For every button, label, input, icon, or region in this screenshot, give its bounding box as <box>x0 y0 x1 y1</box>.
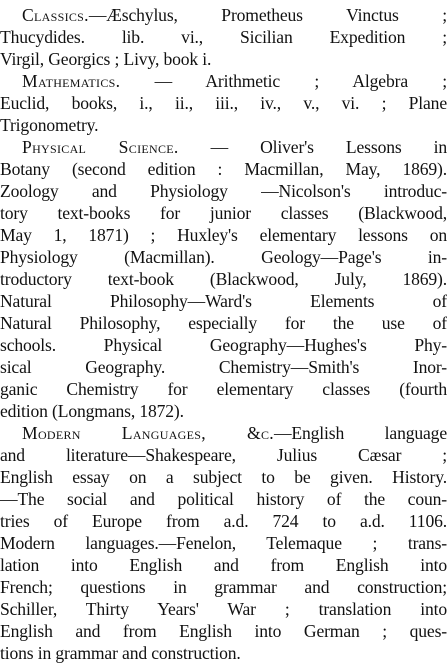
modern-languages-line-7: lation into English and from English into <box>0 555 447 575</box>
physical-science-line-5: May 1, 1871) ; Huxley's elementary lessons on <box>0 225 447 245</box>
modern-languages-heading: Modern Languages, &c. <box>22 423 274 443</box>
classics-line-3: Virgil, Georgics ; Livy, book i. <box>0 49 212 69</box>
mathematics-line-3: Trigonometry. <box>0 115 99 135</box>
modern-languages-line-4: —The social and political history of the coun- <box>0 489 447 509</box>
mathematics-line-1: Mathematics. — Arithmetic ; Algebra ; <box>22 71 447 91</box>
modern-languages-line-6: Modern languages.—Fenelon, Telemaque ; trans- <box>0 533 447 553</box>
physical-science-heading: Physical Science. <box>22 137 179 157</box>
physical-science-line-13: edition (Longmans, 1872). <box>0 401 184 421</box>
mathematics-heading: Mathematics. <box>22 71 121 91</box>
physical-science-line-3: Zoology and Physiology —Nicolson's introduc- <box>0 181 447 201</box>
modern-languages-line-10: English and from English into German ; ques- <box>0 621 447 641</box>
physical-science-line-1: Physical Science. — Oliver's Lessons in <box>22 137 447 157</box>
physical-science-line-2: Botany (second edition : Macmillan, May, 1869). <box>0 159 447 179</box>
modern-languages-line-9: Schiller, Thirty Years' War ; translation into <box>0 599 447 619</box>
classics-heading: Classics. <box>22 5 89 25</box>
physical-science-line-7: troductory text-book (Blackwood, July, 1869). <box>0 269 447 289</box>
modern-languages-line-1: Modern Languages, &c.—English language <box>22 423 447 443</box>
classics-line-2: Thucydides. lib. vi., Sicilian Expedition ; <box>0 27 447 47</box>
physical-science-line-10: schools. Physical Geography—Hughes's Phy- <box>0 335 447 355</box>
modern-languages-line-2: and literature—Shakespeare, Julius Cæsar ; <box>0 445 447 465</box>
mathematics-line-2: Euclid, books, i., ii., iii., iv., v., vi. ; Plane <box>0 93 447 113</box>
modern-languages-line-8: French; questions in grammar and construction; <box>0 577 447 597</box>
physical-science-line-4: tory text-books for junior classes (Blackwood, <box>0 203 447 223</box>
physical-science-line-9: Natural Philosophy, especially for the use of <box>0 313 447 333</box>
classics-line-1: Classics.—Æschylus, Prometheus Vinctus ; <box>22 5 447 25</box>
physical-science-line-11: sical Geography. Chemistry—Smith's Inor- <box>0 357 447 377</box>
physical-science-line-12: ganic Chemistry for elementary classes (fourth <box>0 379 447 399</box>
modern-languages-line-5: tries of Europe from a.d. 724 to a.d. 1106. <box>0 511 447 531</box>
physical-science-line-8: Natural Philosophy—Ward's Elements of <box>0 291 447 311</box>
modern-languages-line-3: English essay on a subject to be given. History. <box>0 467 447 487</box>
modern-languages-line-11: tions in grammar and construction. <box>0 643 241 663</box>
physical-science-line-6: Physiology (Macmillan). Geology—Page's in- <box>0 247 447 267</box>
